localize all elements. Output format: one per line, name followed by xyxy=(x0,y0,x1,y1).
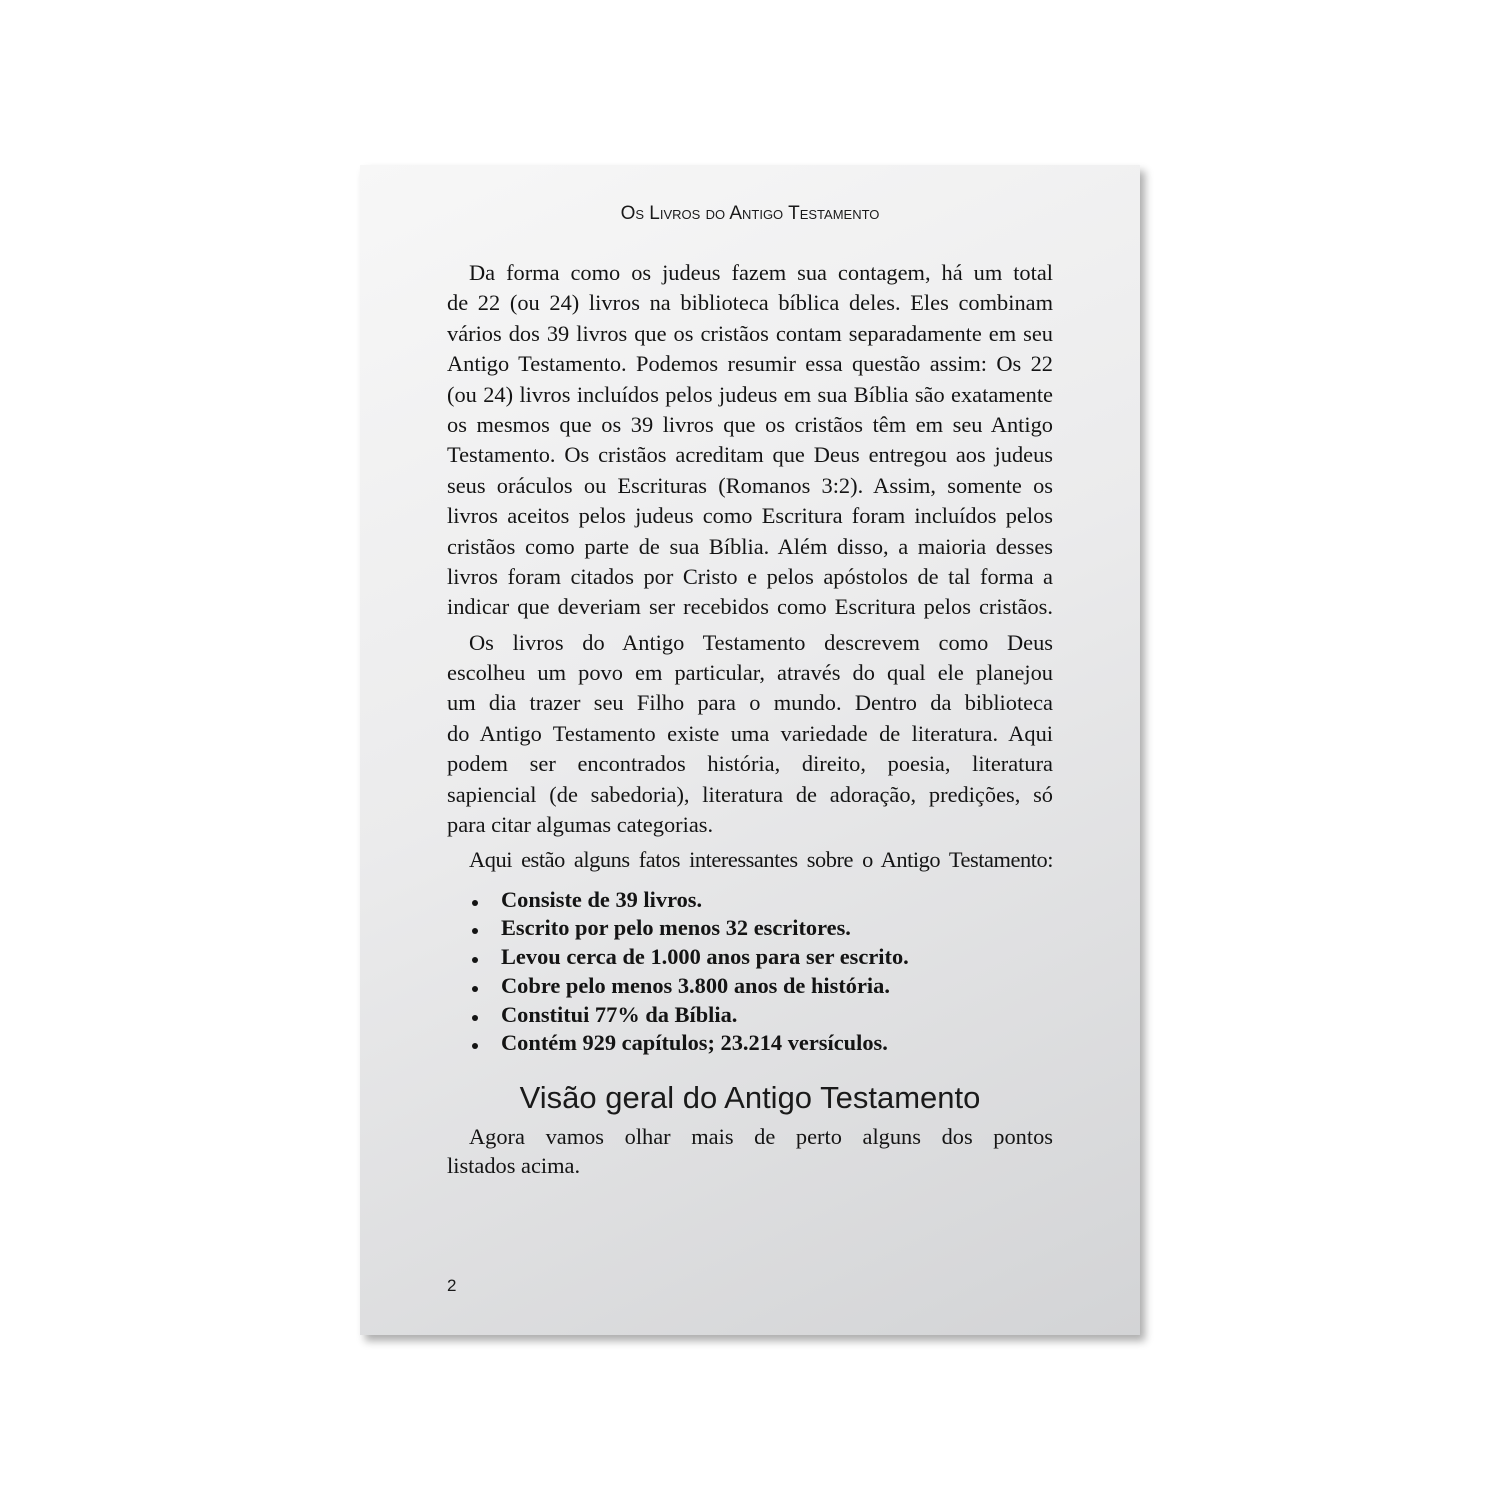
facts-list xyxy=(447,886,1053,1059)
paragraph-4 xyxy=(447,1122,1053,1180)
paragraph-line: do Antigo Testamento existe uma variedade de literatura. Aqui xyxy=(447,720,1053,746)
paragraph-line: Testamento. Os cristãos acreditam que Deus entregou aos judeus xyxy=(447,442,1053,468)
list-item xyxy=(447,1001,1053,1030)
bullet-icon xyxy=(472,986,478,992)
paragraph-line: indicar que deveriam ser recebidos como Escritura pelos cristãos. xyxy=(447,594,1053,620)
paragraph-line: podem ser encontrados história, direito, poesia, literatura xyxy=(447,751,1053,777)
fact-text: Levou cerca de 1.000 anos para ser escrito. xyxy=(501,944,909,970)
fact-text: Constitui 77% da Bíblia. xyxy=(501,1001,738,1027)
bullet-icon xyxy=(472,1043,478,1049)
bullet-icon xyxy=(472,957,478,963)
paragraph-line: sapiencial (de sabedoria), literatura de adoração, predições, só xyxy=(447,781,1053,807)
paragraph-2 xyxy=(447,628,1053,841)
paragraph-line: vários dos 39 livros que os cristãos contam separadamente em seu xyxy=(447,320,1053,346)
paragraph-line: Da forma como os judeus fazem sua contagem, há um total xyxy=(469,260,1053,285)
paragraph-line: listados acima. xyxy=(447,1153,581,1178)
running-header: Os Livros do Antigo Testamento xyxy=(620,203,880,224)
page-number: 2 xyxy=(447,1276,457,1295)
fact-text: Escrito por pelo menos 32 escritores. xyxy=(501,915,851,941)
paragraph-1 xyxy=(447,258,1053,623)
paragraph-line: (ou 24) livros incluídos pelos judeus em sua Bíblia são exatamente xyxy=(447,381,1053,407)
paragraph-line: Aqui estão alguns fatos interessantes sobre o Antigo Testamento: xyxy=(469,846,1053,872)
paragraph-line: um dia trazer seu Filho para o mundo. Dentro da biblioteca xyxy=(447,690,1053,716)
paragraph-line: escolheu um povo em particular, através do qual ele planejou xyxy=(447,660,1053,685)
list-item xyxy=(447,886,1053,915)
paragraph-line: Antigo Testamento. Podemos resumir essa questão assim: Os 22 xyxy=(447,351,1053,377)
list-item xyxy=(447,1029,1053,1058)
document-page xyxy=(360,165,1140,1335)
section-heading: Visão geral do Antigo Testamento xyxy=(519,1080,981,1115)
fact-text: Contém 929 capítulos; 23.214 versículos. xyxy=(501,1030,888,1056)
paragraph-line: cristãos como parte de sua Bíblia. Além disso, a maioria desses xyxy=(447,533,1053,559)
paragraph-line: livros aceitos pelos judeus como Escritura foram incluídos pelos xyxy=(447,503,1053,529)
bullet-icon xyxy=(472,900,478,906)
paragraph-line: Os livros do Antigo Testamento descrevem como Deus xyxy=(469,629,1053,655)
fact-text: Cobre pelo menos 3.800 anos de história. xyxy=(501,972,890,998)
list-item xyxy=(447,943,1053,972)
paragraph-line: livros foram citados por Cristo e pelos apóstolos de tal forma a xyxy=(447,564,1053,590)
paragraph-line: seus oráculos ou Escrituras (Romanos 3:2). Assim, somente os xyxy=(447,472,1053,498)
paragraph-line: os mesmos que os 39 livros que os cristãos têm em seu Antigo xyxy=(447,412,1053,438)
fact-text: Consiste de 39 livros. xyxy=(501,886,703,912)
bullet-icon xyxy=(472,928,478,934)
paragraph-line: para citar algumas categorias. xyxy=(447,812,714,838)
paragraph-3 xyxy=(447,845,1053,875)
paragraph-line: Agora vamos olhar mais de perto alguns dos pontos xyxy=(469,1124,1053,1149)
list-item xyxy=(447,972,1053,1001)
list-item xyxy=(447,914,1053,943)
paragraph-line: de 22 (ou 24) livros na biblioteca bíblica deles. Eles combinam xyxy=(447,290,1053,316)
bullet-icon xyxy=(472,1015,478,1021)
